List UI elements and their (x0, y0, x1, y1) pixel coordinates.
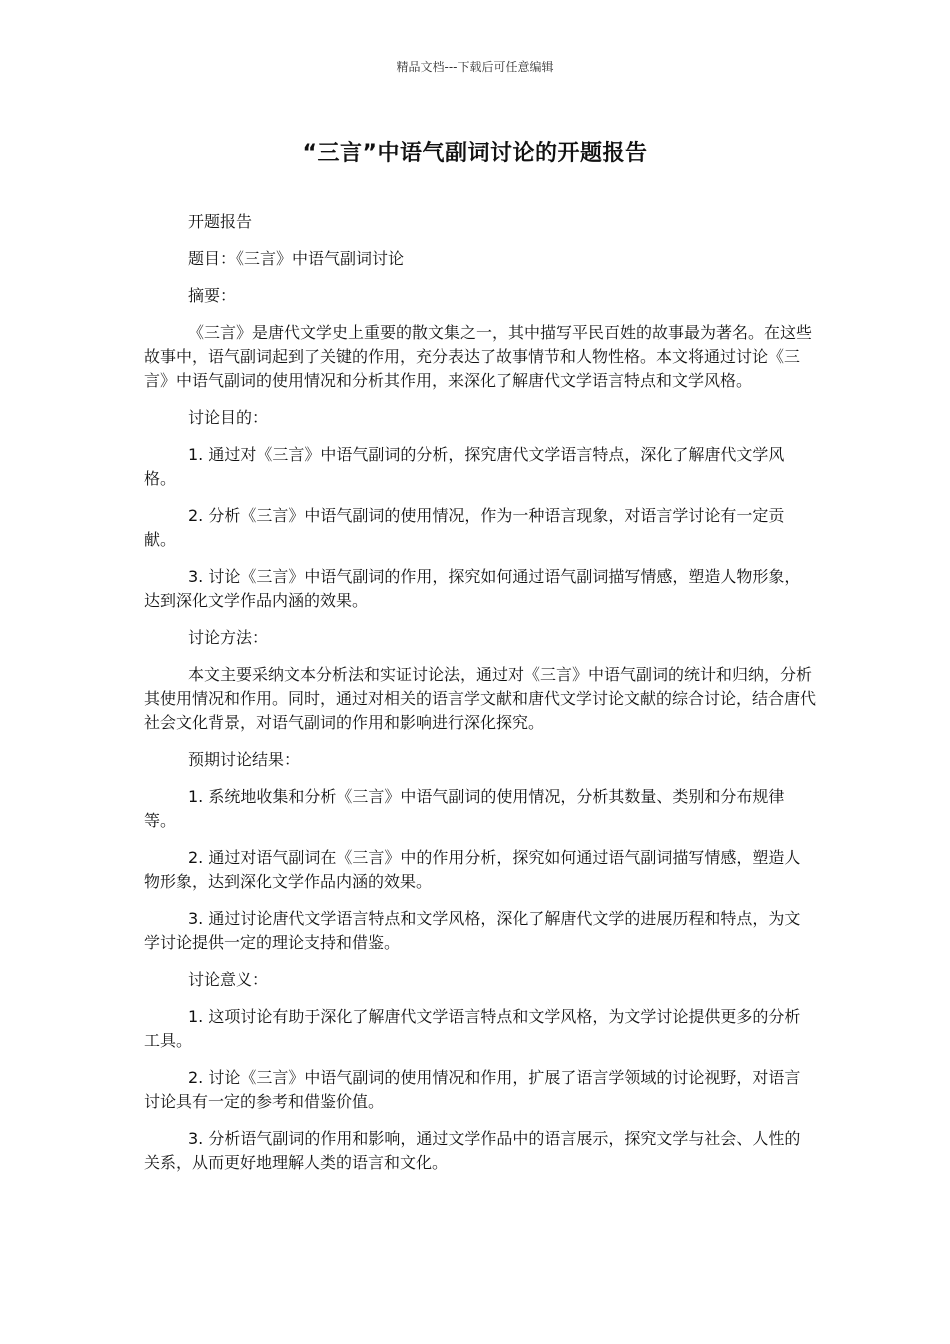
page-header-note: 精品文档---下载后可任意编辑 (396, 60, 554, 74)
paragraph-method: 本文主要采纳文本分析法和实证讨论法，通过对《三言》中语气副词的统计和归纳，分析其使用情况和作用。同时，通过对相关的语言学文献和唐代文学讨论文献的综合讨论，结合唐代社会文化背景，对语气副词的作用和影响进行深化探究。 (144, 665, 817, 732)
paragraph-report-label: 开题报告 (188, 212, 253, 231)
purpose-item-2: 2. 分析《三言》中语气副词的使用情况，作为一种语言现象，对语言学讨论有一定贡献。 (144, 506, 785, 549)
significance-item-3: 3. 分析语气副词的作用和影响，通过文学作品中的语言展示，探究文学与社会、人性的关系，从而更好地理解人类的语言和文化。 (144, 1129, 801, 1172)
purpose-item-3: 3. 讨论《三言》中语气副词的作用，探究如何通过语气副词描写情感，塑造人物形象，达到深化文学作品内涵的效果。 (144, 567, 801, 610)
document-title: “三言”中语气副词讨论的开题报告 (302, 141, 648, 166)
result-item-1: 1. 系统地收集和分析《三言》中语气副词的使用情况，分析其数量、类别和分布规律等。 (144, 787, 785, 830)
heading-significance: 讨论意义： (188, 970, 269, 989)
heading-abstract: 摘要： (188, 286, 237, 305)
result-item-2: 2. 通过对语气副词在《三言》中的作用分析，探究如何通过语气副词描写情感，塑造人物形象，达到深化文学作品内涵的效果。 (144, 848, 801, 891)
heading-purpose: 讨论目的： (188, 408, 269, 427)
purpose-item-1: 1. 通过对《三言》中语气副词的分析，探究唐代文学语言特点，深化了解唐代文学风格。 (144, 445, 785, 488)
significance-item-2: 2. 讨论《三言》中语气副词的使用情况和作用，扩展了语言学领域的讨论视野，对语言讨论具有一定的参考和借鉴价值。 (144, 1068, 801, 1111)
paragraph-topic: 题目：《三言》中语气副词讨论 (188, 249, 405, 268)
significance-item-1: 1. 这项讨论有助于深化了解唐代文学语言特点和文学风格，为文学讨论提供更多的分析工具。 (144, 1007, 801, 1050)
heading-method: 讨论方法： (188, 628, 269, 647)
result-item-3: 3. 通过讨论唐代文学语言特点和文学风格，深化了解唐代文学的进展历程和特点，为文学讨论提供一定的理论支持和借鉴。 (144, 909, 801, 952)
heading-expected-results: 预期讨论结果： (188, 750, 301, 769)
document-body (144, 210, 816, 1188)
paragraph-abstract: 《三言》是唐代文学史上重要的散文集之一，其中描写平民百姓的故事最为著名。在这些故事中，语气副词起到了关键的作用，充分表达了故事情节和人物性格。本文将通过讨论《三言》中语气副词的使用情况和分析其作用，来深化了解唐代文学语言特点和文学风格。 (144, 323, 813, 390)
